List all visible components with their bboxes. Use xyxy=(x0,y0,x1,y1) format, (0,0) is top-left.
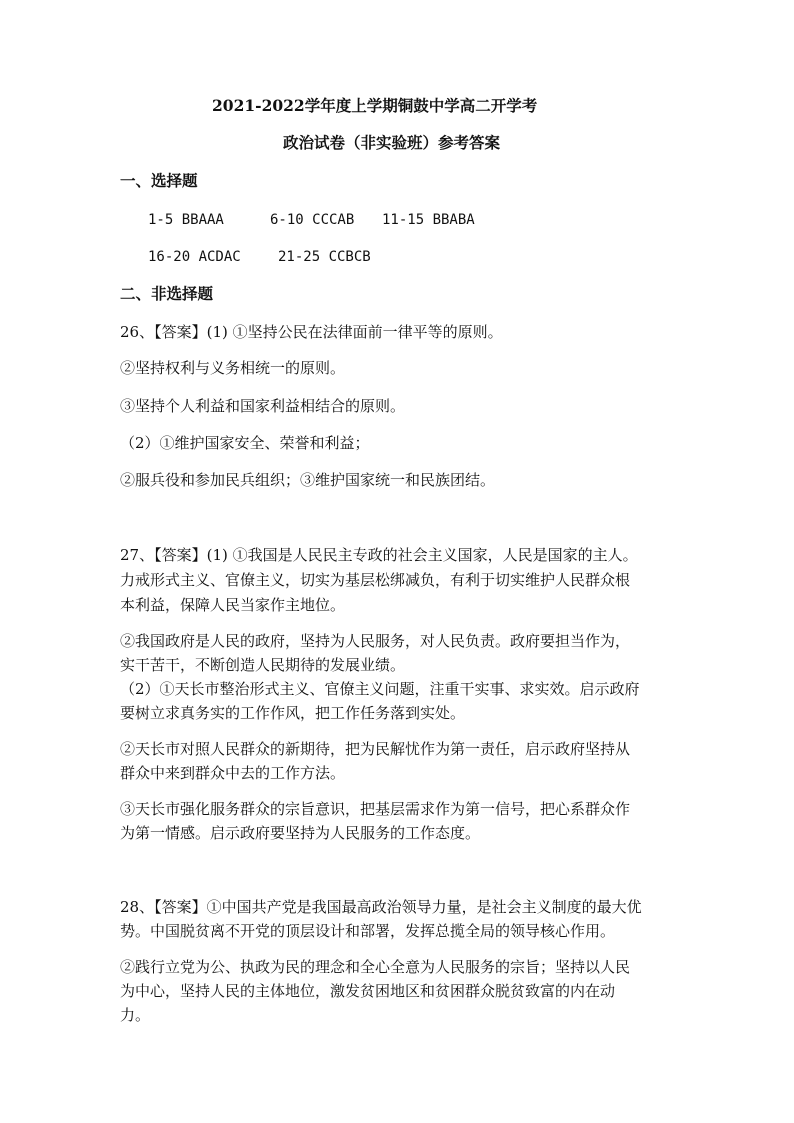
q28-line: 28、【答案】①中国共产党是我国最高政治领导力量，是社会主义制度的最大优 xyxy=(120,898,642,916)
q28-line: ②践行立党为公、执政为民的理念和全心全意为人民服务的宗旨；坚持以人民 xyxy=(120,958,631,976)
choice-answer-6-10: 6-10 CCCAB xyxy=(270,212,355,228)
q27-line: 本利益，保障人民当家作主地位。 xyxy=(120,596,346,614)
section-heading-nonchoice: 二、非选择题 xyxy=(120,284,214,303)
q27-line: 群众中来到群众中去的工作方法。 xyxy=(120,764,346,782)
q26-line: ②服兵役和参加民兵组织；③维护国家统一和民族团结。 xyxy=(120,471,496,489)
title-line-1: 2021-2022学年度上学期铜鼓中学高二开学考 xyxy=(212,96,538,115)
q27-line: ②我国政府是人民的政府，坚持为人民服务，对人民负责。政府要担当作为， xyxy=(120,632,631,650)
title-line-2: 政治试卷（非实验班）参考答案 xyxy=(283,133,501,152)
q27-line: 为第一情感。启示政府要坚持为人民服务的工作态度。 xyxy=(120,824,481,842)
choice-answer-21-25: 21-25 CCBCB xyxy=(278,249,371,265)
q28-line: 为中心，坚持人民的主体地位，激发贫困地区和贫困群众脱贫致富的内在动 xyxy=(120,982,616,1000)
q27-line: 力戒形式主义、官僚主义，切实为基层松绑减负，有利于切实维护人民群众根 xyxy=(120,571,631,589)
q26-line: （2）①维护国家安全、荣誉和利益； xyxy=(120,434,370,452)
section-heading-choice: 一、选择题 xyxy=(120,171,198,190)
q27-line: 实干苦干，不断创造人民期待的发展业绩。 xyxy=(120,656,406,674)
q27-line: 27、【答案】(1) ①我国是人民民主专政的社会主义国家，人民是国家的主人。 xyxy=(120,546,638,564)
q26-line: ②坚持权利与义务相统一的原则。 xyxy=(120,359,346,377)
choice-answer-1-5: 1-5 BBAAA xyxy=(148,212,224,228)
q26-line: ③坚持个人利益和国家利益相结合的原则。 xyxy=(120,397,406,415)
choice-answer-11-15: 11-15 BBABA xyxy=(382,212,475,228)
choice-answer-16-20: 16-20 ACDAC xyxy=(148,249,241,265)
q27-line: ③天长市强化服务群众的宗旨意识，把基层需求作为第一信号，把心系群众作 xyxy=(120,800,631,818)
q27-line: （2）①天长市整治形式主义、官僚主义问题，注重干实事、求实效。启示政府 xyxy=(120,680,640,698)
q26-line: 26、【答案】(1) ①坚持公民在法律面前一律平等的原则。 xyxy=(120,323,503,341)
q27-line: ②天长市对照人民群众的新期待，把为民解忧作为第一责任，启示政府坚持从 xyxy=(120,740,631,758)
q28-line: 力。 xyxy=(120,1006,151,1024)
q27-line: 要树立求真务实的工作作风，把工作任务落到实处。 xyxy=(120,704,466,722)
q28-line: 势。中国脱贫离不开党的顶层设计和部署，发挥总揽全局的领导核心作用。 xyxy=(120,922,616,940)
